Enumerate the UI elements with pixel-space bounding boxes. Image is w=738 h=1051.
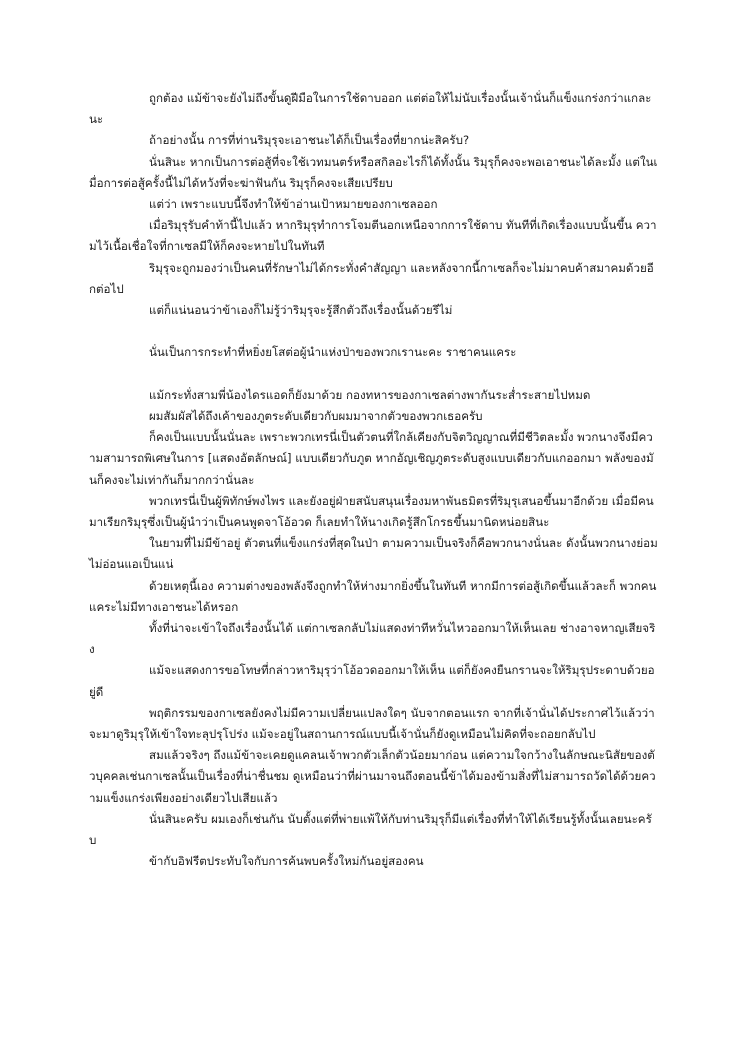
paragraph: แม้กระทั่งสามพี่น้องไดรแอดก็ยังมาด้วย กองทหารของกาเซลต่างพากันระส่ำระสายไปหมด — [149, 387, 591, 402]
paragraph: ทั้งที่น่าจะเข้าใจถึงเรื่องนั้นได้ แต่กาเซลกลับไม่แสดงท่าทีหวั่นไหวออกมาให้เห็นเลย ช่างอาจหาญเสียจริง — [89, 621, 656, 657]
paragraph: นั่นสินะครับ ผมเองก็เช่นกัน นับตั้งแต่ที่พ่ายแพ้ให้กับท่านริมุรุก็มีแต่เรื่องที่ทำให้ได้เรียนรู้ทั้งนั้นเลยนะครับ — [89, 811, 652, 848]
paragraph: แต่ก็แน่นอนว่าข้าเองก็ไม่รู้ว่าริมุรุจะรู้สึกตัวถึงเรื่องนั้นด้วยรึไม่ — [149, 303, 453, 318]
blank-line — [89, 321, 659, 342]
paragraph: พวกเทรนี่เป็นผู้พิทักษ์พงไพร และยังอยู่ฝ่ายสนับสนุนเรื่องมหาพันธมิตรที่ริมุรุเสนอขึ้นมาอีกด้วย เมื่อมีคนมาเรียกริมุรุซึ่งเป็นผู้นำว่าเป็นคนพูดจาโอ้อวด ก็เลยทำให้นางเกิดรู้สึกโกรธขึ้นมานิดหน่อยสินะ — [89, 493, 654, 530]
paragraph: ในยามที่ไม่มีข้าอยู่ ตัวตนที่แข็งแกร่งที่สุดในป่า ตามความเป็นจริงก็คือพวกนางนั่นละ ดังนั้นพวกนางย่อมไม่อ่อนแอเป็นแน่ — [89, 536, 658, 572]
paragraph: แม้จะแสดงการขอโทษที่กล่าวหาริมุรุว่าโอ้อวดออกมาให้เห็น แต่ก็ยังคงยืนกรานจะให้ริมุรุประดาบด้วยอยู่ดี — [89, 663, 655, 699]
paragraph: ด้วยเหตุนี้เอง ความต่างของพลังจึงถูกทำให้ห่างมากยิ่งขึ้นในทันที หากมีการต่อสู้เกิดขึ้นแล้วละก็ พวกคนแคระไม่มีทางเอาชนะได้หรอก — [89, 578, 657, 614]
document-body — [89, 88, 659, 872]
paragraph: นั่นเป็นการกระทำที่หยิ่งยโสต่อผู้นำแห่งป่าของพวกเรานะคะ ราชาคนแคระ — [149, 345, 517, 360]
paragraph: แต่ว่า เพราะแบบนี้จึงทำให้ข้าอ่านเป้าหมายของกาเซลออก — [149, 197, 438, 212]
blank-line — [89, 364, 659, 385]
paragraph: ริมุรุจะถูกมองว่าเป็นคนที่รักษาไม่ได้กระทั่งคำสัญญา และหลังจากนี้กาเซลก็จะไม่มาคบค้าสมาคมด้วยอีกต่อไป — [89, 260, 654, 296]
paragraph: พฤติกรรมของกาเซลยังคงไม่มีความเปลี่ยนแปลงใดๆ นับจากตอนแรก จากที่เจ้านั่นได้ประกาศไว้แล้วว่าจะมาดูริมุรุให้เข้าใจทะลุปรุโปร่ง แม้จะอยู่ในสถานการณ์แบบนี้เจ้านั่นก็ยังดูเหมือนไม่คิดที่จะถอยกลับไป — [89, 705, 655, 742]
paragraph: ผมสัมผัสได้ถึงเค้าของภูตระดับเดียวกับผมมาจากตัวของพวกเธอครับ — [149, 409, 483, 424]
paragraph: นั่นสินะ หากเป็นการต่อสู้ที่จะใช้เวทมนตร์หรือสกิลอะไรก็ได้ทั้งนั้น ริมุรุก็คงจะพอเอาชนะได้ละมั้ง แต่ในเมื่อการต่อสู้ครั้งนี้ไม่ได้หวังที่จะฆ่าฟันกัน ริมุรุก็คงจะเสียเปรียบ — [89, 154, 658, 190]
paragraph: สมแล้วจริงๆ ถึงแม้ข้าจะเคยดูแคลนเจ้าพวกตัวเล็กตัวน้อยมาก่อน แต่ความใจกว้างในลักษณะนิสัยของตัวบุคคลเช่นกาเซลนั้นเป็นเรื่องที่น่าชื่นชม ดูเหมือนว่าที่ผ่านมาจนถึงตอนนี้ข้าได้มองข้ามสิ่งที่ไม่สามารถวัดได้ด้วยความแข็งแกร่งเพียงอย่างเดียวไปเสียแล้ว — [89, 748, 656, 805]
paragraph: ถ้าอย่างนั้น การที่ท่านริมุรุจะเอาชนะได้ก็เป็นเรื่องที่ยากน่ะสิครับ? — [149, 133, 470, 148]
paragraph: ก็คงเป็นแบบนั้นนั่นละ เพราะพวกเทรนี่เป็นตัวตนที่ใกล้เคียงกับจิตวิญญาณที่มีชีวิตละมั้ง พวกนางจึงมีความสามารถพิเศษในการ [แสดงอัตลักษณ์] แบบเดียวกับภูต หากอัญเชิญภูตระดับสูงแบบเดียวกับแกออกมา พลังของมันก็คงจะไม่เท่ากันก็มากกว่านั่นละ — [89, 430, 654, 487]
paragraph: เมื่อริมุรุรับคำท้านี้ไปแล้ว หากริมุรุทำการโจมตีนอกเหนือจากการใช้ดาบ ทันทีที่เกิดเรื่องแบบนั้นขึ้น ความไว้เนื้อเชื่อใจที่กาเซลมีให้ก็คงจะหายไปในทันที — [89, 218, 657, 254]
paragraph: ถูกต้อง แม้ข้าจะยังไม่ถึงขั้นดูฝีมือในการใช้ดาบออก แต่ต่อให้ไม่นับเรื่องนั้นเจ้านั่นก็แข็งแกร่งกว่าแกละนะ — [89, 91, 652, 127]
paragraph: ข้ากับอิฟรีตประทับใจกับการค้นพบครั้งใหม่กันอยู่สองคน — [149, 854, 424, 869]
